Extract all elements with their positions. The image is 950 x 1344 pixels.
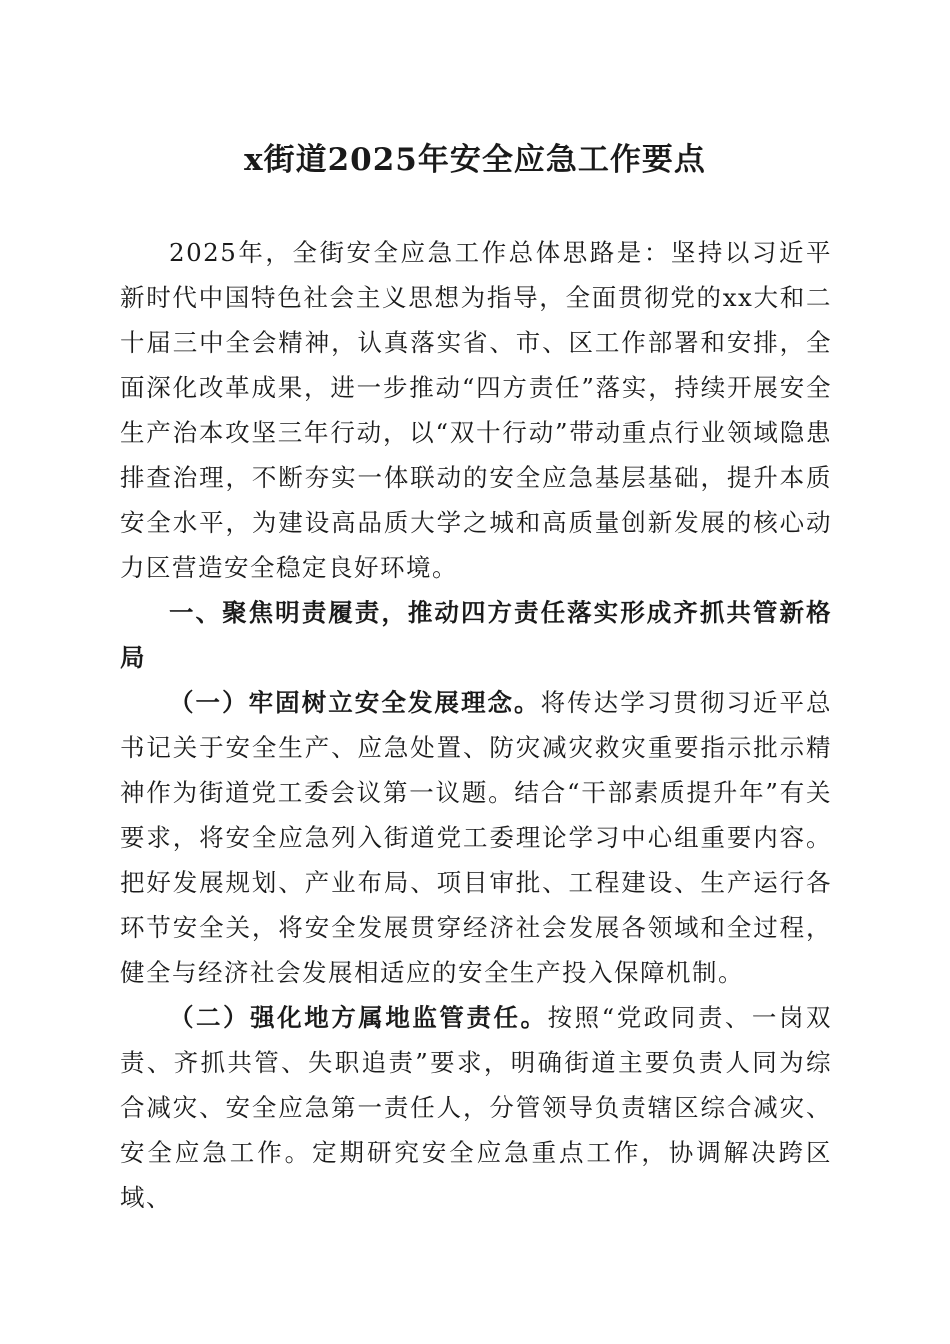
item-body-1: 将传达学习贯彻习近平总书记关于安全生产、应急处置、防灾减灾救灾重要指示批示精神作为街道党工委会议第一议题。结合“干部素质提升年”有关要求，将安全应急列入街道党工委理论学习中心组重要内容。把好发展规划、产业布局、项目审批、工程建设、生产运行各环节安全关，将安全发展贯穿经济社会发展各领域和全过程，健全与经济社会发展相适应的安全生产投入保障机制。 [120,688,833,987]
intro-paragraph: 2025年，全街安全应急工作总体思路是：坚持以习近平新时代中国特色社会主义思想为指导，全面贯彻党的xx大和二十届三中全会精神，认真落实省、市、区工作部署和安排，全面深化改革成果，进一步推动“四方责任”落实，持续开展安全生产治本攻坚三年行动，以“双十行动”带动重点行业领域隐患排查治理，不断夯实一体联动的安全应急基层基础，提升本质安全水平，为建设高品质大学之城和高质量创新发展的核心动力区营造安全稳定良好环境。 [120,238,832,582]
document-title: x街道2025年安全应急工作要点 [244,142,706,178]
section-heading: 一、聚焦明责履责，推动四方责任落实形成齐抓共管新格局 [120,598,832,672]
item-body-2: 按照“党政同责、一岗双责、齐抓共管、失职追责”要求，明确街道主要负责人同为综合减灾、安全应急第一责任人，分管领导负责辖区综合减灾、安全应急工作。定期研究安全应急重点工作，协调解决跨区域、 [120,1003,833,1212]
item-heading-2: （二）强化地方属地监管责任。 [169,1003,548,1032]
item-paragraph-2 [120,995,832,1220]
item-heading-1: （一）牢固树立安全发展理念。 [169,688,541,717]
document-body [120,230,832,1220]
item-paragraph-1 [120,680,832,995]
